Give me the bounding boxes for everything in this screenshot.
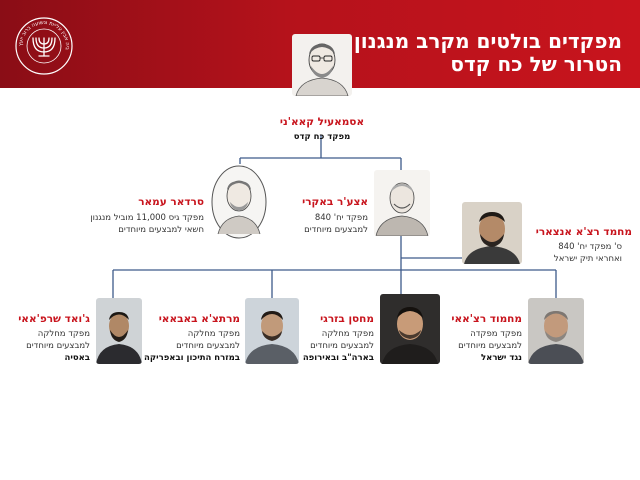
burji-desc-line1: מפקד מחלקה	[321, 329, 374, 339]
bakri-portrait	[374, 170, 430, 236]
anzari-name: מחמד רצ'א אנצארי	[535, 226, 632, 238]
qaani-desc-line1: מפקד כח קדס	[293, 132, 351, 142]
babai-desc-line1: מפקד מחלקה	[187, 329, 240, 339]
rezai-desc-line2: למבצעים מיוחדים	[458, 341, 522, 351]
rezai-desc-line3: נגד ישראל	[480, 353, 522, 363]
shirfai-desc-line3: באסיה	[64, 353, 90, 363]
shirfai-desc-line2: למבצעים מיוחדים	[26, 341, 90, 351]
rezai-desc	[430, 328, 522, 364]
babai-desc	[136, 328, 240, 364]
burji-desc-line2: למבצעים מיוחדים	[310, 341, 374, 351]
page-title-line1: מפקדים בולטים מקרב מנגנון	[353, 29, 622, 53]
anzari-desc	[522, 241, 622, 265]
rezai-name: מחמוד רצ'אאי	[451, 313, 522, 325]
qaani-name: אסמאעיל קאא'ני	[279, 116, 365, 128]
anzari-desc-line2: ואחראי תיק ישראל	[553, 254, 622, 264]
amer-desc	[56, 212, 204, 236]
amer-desc-line1: מפקד גיס 11,000 מוביל מנגנון	[90, 213, 204, 223]
burji-desc	[278, 328, 374, 364]
shirfai-desc	[0, 328, 90, 364]
anzari-desc-line1: ס' מפקד יח' 840	[558, 242, 622, 252]
qaani-desc	[262, 131, 382, 143]
rezai-portrait	[528, 298, 584, 364]
bakri-name: אצע'ר באקרי	[302, 196, 368, 208]
bakri-desc-line1: מפקד יח' 840	[314, 213, 368, 223]
babai-name: מרתצ'א באבאאי	[158, 313, 240, 325]
shirfai-name: ג'ואד שרפ'אאי	[18, 313, 90, 325]
bakri-desc	[268, 212, 368, 236]
burji-desc-line3: בארה"ב ובאירופה	[302, 353, 374, 363]
amer-name: סרדאר עמאר	[138, 196, 204, 208]
anzari-portrait	[462, 202, 522, 264]
page-title-line2: הטרור של כח קדס	[450, 52, 622, 76]
rezai-desc-line1: מפקד מפקדה	[470, 329, 522, 339]
babai-desc-line3: במזרח התיכון ובאפריקה	[143, 353, 240, 363]
burji-name: מחסן בזרגי	[320, 313, 374, 325]
shirfai-desc-line1: מפקד מחלקה	[37, 329, 90, 339]
emblem-ring-text: ביה אבין עלייות ונשועה ברוב יועץ	[17, 19, 71, 51]
babai-desc-line2: למבצעים מיוחדים	[176, 341, 240, 351]
bakri-desc-line2: למבצעים מיוחדים	[304, 225, 368, 235]
qaani-portrait	[292, 34, 352, 96]
amer-portrait	[210, 164, 268, 240]
amer-desc-line2: חשאי למבצעים מיוחדים	[118, 225, 204, 235]
